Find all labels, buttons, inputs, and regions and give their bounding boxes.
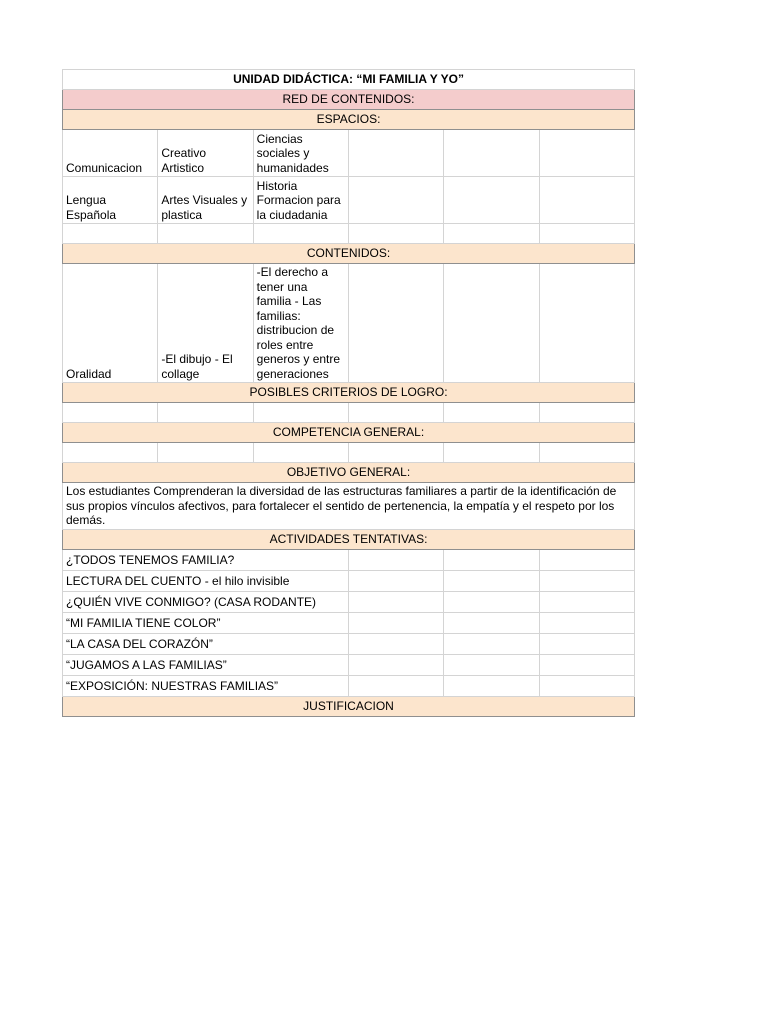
cell-empty[interactable] — [539, 177, 634, 224]
cell-empty[interactable] — [158, 443, 253, 463]
cell-empty[interactable] — [444, 224, 539, 244]
cell-empty[interactable] — [348, 224, 443, 244]
actividad-row — [63, 655, 635, 676]
cell-empty[interactable] — [348, 634, 443, 655]
actividad-row — [63, 634, 635, 655]
contenidos-row — [63, 244, 635, 264]
espacios-row-2 — [63, 177, 635, 224]
red-de-contenidos-header[interactable]: RED DE CONTENIDOS: — [63, 90, 635, 110]
cell-empty[interactable] — [539, 224, 634, 244]
cell-empty[interactable] — [444, 613, 539, 634]
cell-empty[interactable] — [539, 592, 634, 613]
actividades-row — [63, 530, 635, 550]
cell-empty[interactable] — [444, 403, 539, 423]
cell-empty[interactable] — [348, 130, 443, 177]
cell-empty[interactable] — [444, 130, 539, 177]
contenidos-content-row — [63, 264, 635, 383]
actividad-cell[interactable]: “JUGAMOS A LAS FAMILIAS” — [63, 655, 349, 676]
title-row — [63, 70, 635, 90]
cell-empty[interactable] — [539, 264, 634, 383]
cell-empty[interactable] — [444, 592, 539, 613]
cell-empty[interactable] — [539, 613, 634, 634]
actividad-row — [63, 676, 635, 697]
justificacion-header[interactable]: JUSTIFICACION — [63, 697, 635, 717]
cell-empty[interactable] — [348, 592, 443, 613]
cell-empty[interactable] — [158, 403, 253, 423]
cell[interactable]: Oralidad — [63, 264, 158, 383]
cell-empty[interactable] — [348, 177, 443, 224]
contenidos-header[interactable]: CONTENIDOS: — [63, 244, 635, 264]
cell-empty[interactable] — [348, 676, 443, 697]
cell-empty[interactable] — [444, 443, 539, 463]
cell-empty[interactable] — [348, 550, 443, 571]
cell-empty[interactable] — [539, 443, 634, 463]
cell-empty[interactable] — [539, 676, 634, 697]
cell-empty[interactable] — [539, 130, 634, 177]
objetivo-text[interactable]: Los estudiantes Comprenderan la diversidad de las estructuras familiares a partir de la identificación de sus propios vínculos afectivos, para fortalecer el sentido de pertenencia, la empatía y el respeto por los demás. — [63, 483, 635, 530]
justificacion-row — [63, 697, 635, 717]
actividad-cell[interactable]: ¿QUIÉN VIVE CONMIGO? (CASA RODANTE) — [63, 592, 349, 613]
cell-empty[interactable] — [63, 443, 158, 463]
actividad-cell[interactable]: “LA CASA DEL CORAZÓN” — [63, 634, 349, 655]
cell-empty[interactable] — [348, 613, 443, 634]
actividad-cell[interactable]: “MI FAMILIA TIENE COLOR” — [63, 613, 349, 634]
cell[interactable]: Ciencias sociales y humanidades — [253, 130, 348, 177]
actividad-row — [63, 592, 635, 613]
actividad-row — [63, 550, 635, 571]
competencia-header[interactable]: COMPETENCIA GENERAL: — [63, 423, 635, 443]
cell-empty[interactable] — [444, 571, 539, 592]
cell-empty[interactable] — [539, 550, 634, 571]
criterios-header[interactable]: POSIBLES CRITERIOS DE LOGRO: — [63, 383, 635, 403]
cell[interactable]: Comunicacion — [63, 130, 158, 177]
cell-empty[interactable] — [63, 224, 158, 244]
cell-empty[interactable] — [444, 655, 539, 676]
empty-row — [63, 403, 635, 423]
cell-empty[interactable] — [348, 571, 443, 592]
espacios-row — [63, 110, 635, 130]
cell-empty[interactable] — [539, 571, 634, 592]
objetivo-header[interactable]: OBJETIVO GENERAL: — [63, 463, 635, 483]
red-row — [63, 90, 635, 110]
cell-empty[interactable] — [348, 264, 443, 383]
cell-empty[interactable] — [348, 655, 443, 676]
actividad-cell[interactable]: “EXPOSICIÓN: NUESTRAS FAMILIAS” — [63, 676, 349, 697]
cell-empty[interactable] — [444, 676, 539, 697]
cell-empty[interactable] — [253, 403, 348, 423]
unit-table — [62, 69, 635, 717]
cell-empty[interactable] — [539, 655, 634, 676]
cell-empty[interactable] — [539, 403, 634, 423]
objetivo-row — [63, 463, 635, 483]
unit-title[interactable]: UNIDAD DIDÁCTICA: “MI FAMILIA Y YO” — [63, 70, 635, 90]
competencia-row — [63, 423, 635, 443]
actividad-cell[interactable]: ¿TODOS TENEMOS FAMILIA? — [63, 550, 349, 571]
actividad-cell[interactable]: LECTURA DEL CUENTO - el hilo invisible — [63, 571, 349, 592]
cell-empty[interactable] — [63, 403, 158, 423]
actividad-row — [63, 613, 635, 634]
cell[interactable]: Historia Formacion para la ciudadania — [253, 177, 348, 224]
cell-empty[interactable] — [444, 550, 539, 571]
espacios-row-1 — [63, 130, 635, 177]
cell[interactable]: Creativo Artistico — [158, 130, 253, 177]
cell-empty[interactable] — [348, 403, 443, 423]
cell-empty[interactable] — [348, 443, 443, 463]
cell[interactable]: -El dibujo - El collage — [158, 264, 253, 383]
cell-empty[interactable] — [253, 443, 348, 463]
actividad-row — [63, 571, 635, 592]
cell-empty[interactable] — [158, 224, 253, 244]
criterios-row — [63, 383, 635, 403]
spreadsheet — [62, 69, 634, 717]
cell-empty[interactable] — [539, 634, 634, 655]
cell[interactable]: Artes Visuales y plastica — [158, 177, 253, 224]
objetivo-text-row — [63, 483, 635, 530]
actividades-header[interactable]: ACTIVIDADES TENTATIVAS: — [63, 530, 635, 550]
cell-empty[interactable] — [253, 224, 348, 244]
cell-empty[interactable] — [444, 177, 539, 224]
cell[interactable]: Lengua Española — [63, 177, 158, 224]
empty-row — [63, 224, 635, 244]
empty-row — [63, 443, 635, 463]
cell-empty[interactable] — [444, 634, 539, 655]
cell-empty[interactable] — [444, 264, 539, 383]
cell[interactable]: -El derecho a tener una familia - Las familias: distribucion de roles entre generos y entre generaciones — [253, 264, 348, 383]
espacios-header[interactable]: ESPACIOS: — [63, 110, 635, 130]
